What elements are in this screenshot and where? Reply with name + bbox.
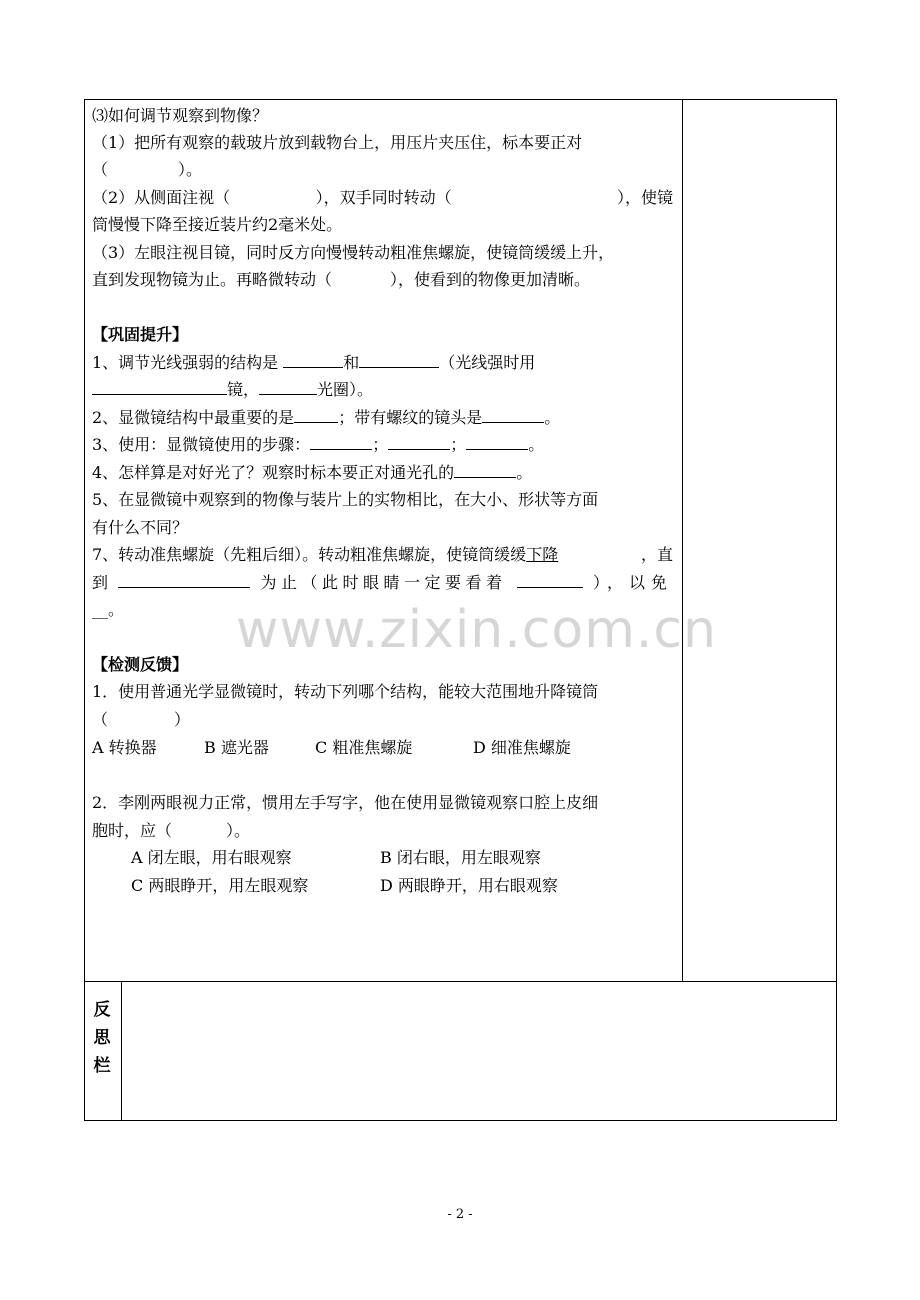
consolidation-q1-line2: 镜， 光圈）。 xyxy=(92,376,373,403)
consolidation-heading: 【巩固提升】 xyxy=(92,325,189,344)
section3-step3-line2: 直到发现物镜为止。再略微转动（ ），使看到的物像更加清晰。 xyxy=(92,270,591,289)
section3-step1-line2: （ ）。 xyxy=(92,160,203,179)
page-number: - 2 - xyxy=(447,1207,473,1222)
feedback-q1-option-b: B 遮光器 xyxy=(204,738,269,757)
section3-step2-line2: 筒慢慢下降至接近装片约2毫米处。 xyxy=(92,215,343,234)
feedback-q1-option-c: C 粗准焦螺旋 xyxy=(315,738,413,757)
consolidation-q1-line1: 1、调节光线强弱的结构是 和 （光线强时用 xyxy=(92,349,535,376)
section3-step3-line1: （3）左眼注视目镜，同时反方向慢慢转动粗准焦螺旋，使镜筒缓缓上升， xyxy=(92,243,615,262)
consolidation-q7-line3: __。 xyxy=(92,600,125,619)
section3-heading: ⑶如何调节观察到物像？ xyxy=(92,106,269,125)
feedback-q2-line2: 胞时，应（ ）。 xyxy=(92,821,251,840)
feedback-q1-option-d: D 细准焦螺旋 xyxy=(473,738,571,757)
feedback-q2-option-c: C 两眼睁开，用左眼观察 xyxy=(131,876,309,895)
feedback-q2-option-b: B 闭右眼，用左眼观察 xyxy=(380,848,541,867)
reflection-label-2: 思 xyxy=(93,1028,111,1048)
consolidation-q4: 4、怎样算是对好光了？观察时标本要正对通光孔的 。 xyxy=(92,459,532,486)
feedback-q2-option-a: A 闭左眼，用右眼观察 xyxy=(131,848,292,867)
section3-step2-line1: （2）从侧面注视（ ），双手同时转动（ ），使镜 xyxy=(92,188,673,207)
consolidation-q3: 3、使用：显微镜使用的步骤： ； ； 。 xyxy=(92,431,544,458)
consolidation-q5-line2: 有什么不同？ xyxy=(92,518,189,537)
consolidation-q7-line2: 到 为止（此时眼睛一定要看着 ），以免 xyxy=(92,569,673,596)
feedback-q1-line2: （ ） xyxy=(92,710,191,729)
reflection-writing-area[interactable] xyxy=(122,982,836,1120)
consolidation-q5-line1: 5、在显微镜中观察到的物像与装片上的实物相比，在大小、形状等方面 xyxy=(92,490,599,509)
feedback-q1-line1: 1．使用普通光学显微镜时，转动下列哪个结构，能较大范围地升降镜筒 xyxy=(92,682,599,701)
consolidation-q2: 2、显微镜结构中最重要的是 ；带有螺纹的镜头是 。 xyxy=(92,404,560,431)
section3-step1-line1: （1）把所有观察的载玻片放到载物台上，用压片夹压住，标本要正对 xyxy=(92,133,583,152)
feedback-q2-option-d: D 两眼睁开，用右眼观察 xyxy=(380,876,558,895)
watermark: www.zixin.com.cn xyxy=(236,600,717,660)
consolidation-q7-line1: 7、转动准焦螺旋（先粗后细）。转动粗准焦螺旋，使镜筒缓缓下降 ，直 xyxy=(92,545,673,564)
reflection-label-1: 反 xyxy=(93,1000,111,1020)
feedback-heading: 【检测反馈】 xyxy=(92,655,189,674)
column-divider xyxy=(682,99,683,982)
feedback-q2-line1: 2．李刚两眼视力正常，惯用左手写字，他在使用显微镜观察口腔上皮细 xyxy=(92,793,599,812)
feedback-q1-option-a: A 转换器 xyxy=(92,738,157,757)
reflection-label-3: 栏 xyxy=(93,1056,111,1076)
